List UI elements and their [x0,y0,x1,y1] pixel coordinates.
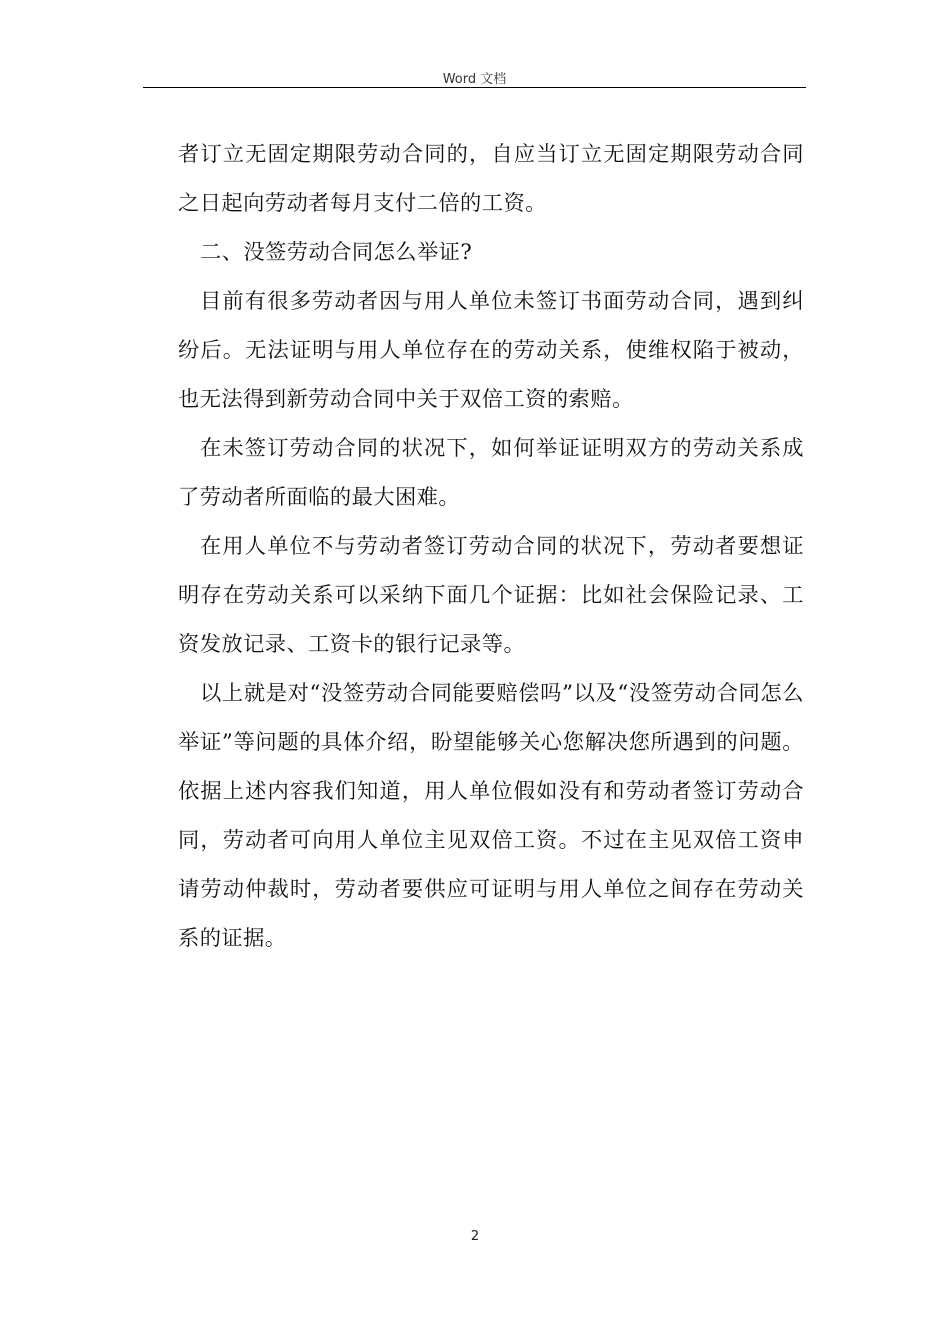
paragraph-continuation: 者订立无固定期限劳动合同的，自应当订立无固定期限劳动合同之日起向劳动者每月支付二倍的工资。 [178,142,804,216]
page-number: 2 [470,1229,480,1244]
section-heading: 二、没签劳动合同怎么举证? [200,240,473,265]
document-body [178,130,804,963]
header-divider [143,87,806,88]
page-header: Word 文档 [442,72,507,87]
paragraph: 在未签订劳动合同的状况下，如何举证证明双方的劳动关系成了劳动者所面临的最大困难。 [178,436,804,510]
paragraph: 目前有很多劳动者因与用人单位未签订书面劳动合同，遇到纠纷后。无法证明与用人单位存在的劳动关系，使维权陷于被动，也无法得到新劳动合同中关于双倍工资的索赔。 [178,289,804,412]
paragraph: 以上就是对“没签劳动合同能要赔偿吗”以及“没签劳动合同怎么举证”等问题的具体介绍，盼望能够关心您解决您所遇到的问题。依据上述内容我们知道，用人单位假如没有和劳动者签订劳动合同，劳动者可向用人单位主见双倍工资。不过在主见双倍工资申请劳动仲裁时，劳动者要供应可证明与用人单位之间存在劳动关系的证据。 [178,681,804,951]
paragraph: 在用人单位不与劳动者签订劳动合同的状况下，劳动者要想证明存在劳动关系可以采纳下面几个证据：比如社会保险记录、工资发放记录、工资卡的银行记录等。 [178,534,804,657]
